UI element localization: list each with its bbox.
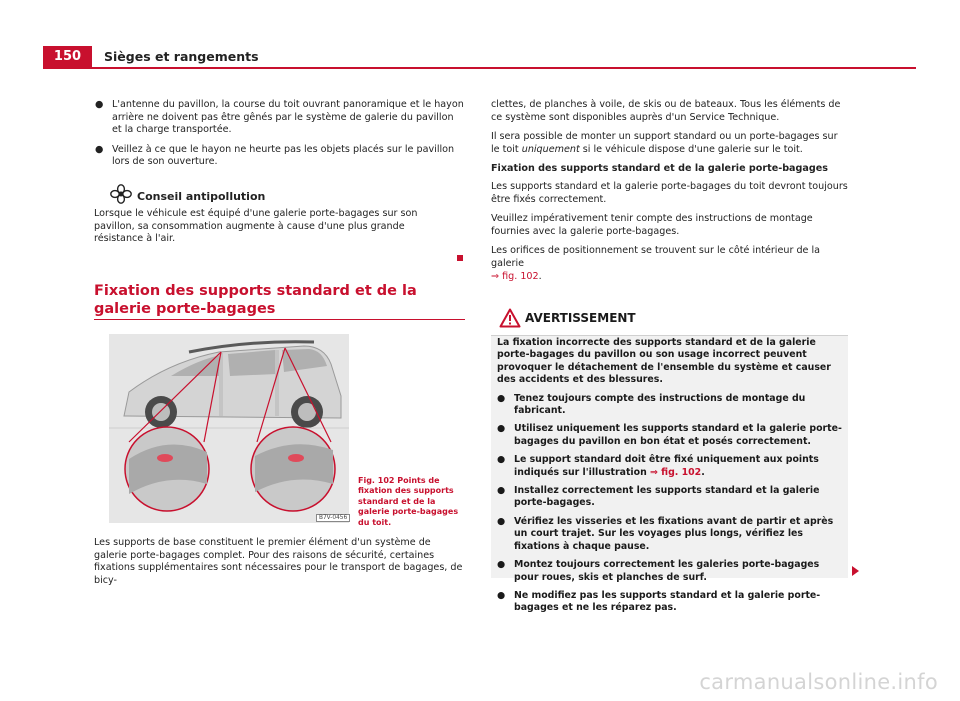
continue-arrow-icon (852, 566, 859, 576)
section-title: Fixation des supports standard et de la galerie porte-bagages (94, 283, 417, 317)
warning-item: ● Vérifiez les visseries et les fixations avant de partir et après un court trajet. Sur les voyages plus longs, vérifiez les fixations à chaque pause. (497, 515, 834, 552)
bullet-glyph: ● (497, 454, 506, 466)
paragraph: clettes, de planches à voile, de skis ou de bateaux. Tous les éléments de ce système sont disponibles auprès d'un Service Technique. (491, 99, 841, 123)
eco-icon (110, 184, 132, 204)
figure-link[interactable]: ⇒ fig. 102 (491, 270, 539, 282)
bullet-glyph: ● (497, 423, 506, 435)
paragraph: Les orifices de positionnement se trouvent sur le côté intérieur de la galerie ⇒ fig. 102. (491, 245, 821, 282)
list-item: ● L'antenne du pavillon, la course du toit ouvrant panoramique et le hayon arrière ne doivent pas être gênés par le système de galerie du pavillon et la charge transportée. (95, 99, 464, 136)
right-column (491, 99, 849, 290)
bullet-glyph: ● (95, 99, 104, 110)
bullet-glyph: ● (497, 392, 506, 404)
bullet-glyph: ● (497, 589, 506, 601)
warning-body (497, 337, 843, 621)
bullet-glyph: ● (497, 515, 506, 527)
warning-header (491, 303, 848, 336)
eco-title: Conseil antipollution (137, 190, 266, 203)
subheading: Fixation des supports standard et de la galerie porte-bagages (491, 163, 828, 175)
warning-item: ● Montez toujours correctement les galeries porte-bagages pour roues, skis et planches de surf. (497, 559, 820, 583)
figure-roof-rail-points (109, 334, 349, 523)
warning-triangle-icon (499, 308, 521, 328)
bullet-glyph: ● (497, 559, 506, 571)
watermark: carmanualsonline.info (699, 670, 938, 694)
page-number: 150 (43, 46, 92, 68)
eco-text: Lorsque le véhicule est équipé d'une galerie porte-bagages sur son pavillon, sa consommation augmente à cause d'une plus grande résistance à l'air. (94, 208, 418, 245)
list-item: ● Veillez à ce que le hayon ne heurte pas les objets placés sur le pavillon lors de son ouverture. (95, 143, 455, 168)
section-rule (94, 319, 465, 320)
warning-item: ● Ne modifiez pas les supports standard et la galerie porte-bagages et ne les réparez pas. (497, 589, 821, 614)
bullet-glyph: ● (497, 485, 506, 497)
section-end-marker (457, 255, 463, 261)
bullet-glyph: ● (95, 143, 104, 155)
warning-title: AVERTISSEMENT (525, 311, 636, 325)
paragraph: Il sera possible de monter un support standard ou un porte-bagages sur le toit uniquement si le véhicule dispose d'une galerie sur le toit. (491, 131, 838, 155)
warning-item: ● Tenez toujours compte des instructions de montage du fabricant. (497, 392, 806, 417)
warning-item: ● Utilisez uniquement les supports standard et la galerie porte-bagages du pavillon en bon état et posés correctement. (497, 423, 842, 447)
chapter-title: Sièges et rangements (104, 49, 259, 64)
figure-code: B7V-0456 (316, 514, 350, 522)
figure-link[interactable]: ⇒ fig. 102 (650, 466, 702, 478)
paragraph: Veuillez impérativement tenir compte des instructions de montage fournies avec la galerie porte-bagages. (491, 213, 813, 237)
figure-caption: Fig. 102 Points de fixation des supports standard et de la galerie porte-bagages du toit. (358, 476, 459, 527)
warning-box (491, 303, 848, 614)
header-rule (43, 67, 916, 69)
left-body-text: Les supports de base constituent le premier élément d'un système de galerie porte-bagages complet. Pour des raisons de sécurité, certaines fixations supplémentaires sont nécessaires pour le transport de bagages, de bicy- (94, 537, 463, 586)
emphasis: uniquement (521, 143, 580, 155)
warning-item: ● Le support standard doit être fixé uniquement aux points indiqués sur l'illustration ⇒ fig. 102. (497, 454, 819, 478)
paragraph: Les supports standard et la galerie porte-bagages du toit devront toujours être fixés correctement. (491, 180, 848, 205)
warning-intro: La fixation incorrecte des supports standard et de la galerie porte-bagages du pavillon ou son usage incorrect peuvent provoquer le détachement de l'ensemble du système et causer des accidents et des blessures. (497, 337, 831, 386)
left-column-top (94, 99, 464, 176)
warning-item: ● Installez correctement les supports standard et la galerie porte-bagages. (497, 485, 820, 509)
